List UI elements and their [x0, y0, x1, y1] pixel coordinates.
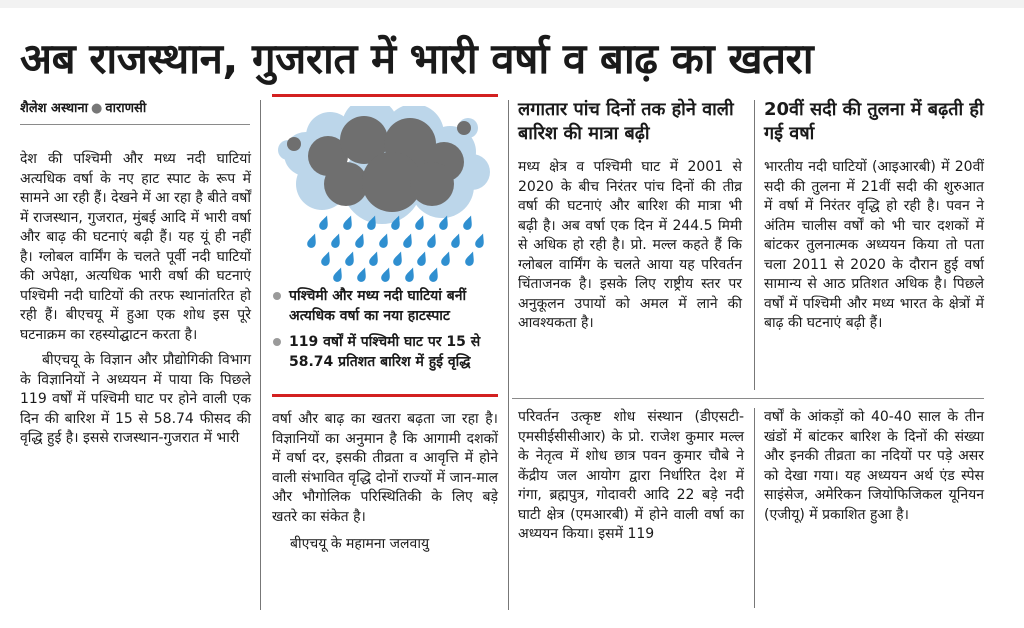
bullet-dot-icon — [273, 338, 281, 346]
raindrop-icon — [320, 250, 333, 267]
raindrop-icon — [332, 266, 345, 283]
headline: अब राजस्थान, गुजरात में भारी वर्षा व बाढ़ का खतरा — [20, 34, 814, 83]
raindrop-icon — [356, 266, 369, 283]
raindrop-icon — [414, 214, 427, 231]
raindrop-icon — [440, 250, 453, 267]
red-rule-top — [272, 94, 498, 97]
raindrop-icon — [344, 250, 357, 267]
section-1-heading: लगातार पांच दिनों तक होने वाली बारिश की मात्रा बढ़ी — [518, 99, 734, 144]
raindrop-icon — [464, 250, 477, 267]
byline — [20, 100, 250, 118]
raindrop-icon — [342, 214, 355, 231]
column-divider-4 — [754, 408, 755, 608]
column-2 — [272, 410, 498, 555]
highlight-text-2: 119 वर्षों में पश्चिमी घाट पर 15 से 58.74 प्रतिशत बारिश में हुई वृद्धि — [289, 334, 481, 370]
top-strip — [0, 0, 1024, 8]
raindrop-icon — [392, 250, 405, 267]
raindrop-icon — [330, 232, 343, 249]
raindrop-icon — [354, 232, 367, 249]
highlight-item — [273, 332, 499, 372]
raindrop-icon — [426, 232, 439, 249]
raindrop-icon — [474, 232, 487, 249]
raindrop-icon — [450, 232, 463, 249]
raindrop-icon — [306, 232, 319, 249]
highlight-item — [273, 286, 499, 326]
column-divider-1 — [260, 100, 261, 610]
raindrop-icon — [368, 250, 381, 267]
raindrop-icon — [380, 266, 393, 283]
raindrop-icon — [416, 250, 429, 267]
rain-cloud-illustration — [272, 106, 497, 284]
column-2-paragraph-2: बीएचयू के महामना जलवायु — [290, 536, 430, 552]
column-divider-3 — [754, 100, 755, 390]
section-bottom-rule — [512, 398, 984, 399]
raindrop-icon — [318, 214, 331, 231]
raindrop-icon — [462, 214, 475, 231]
highlight-text-1: पश्चिमी और मध्य नदी घाटियां बनीं अत्यधिक वर्षा का नया हाटस्पाट — [289, 288, 467, 324]
raindrop-icon — [378, 232, 391, 249]
column-divider-2 — [508, 100, 509, 610]
raindrop-icon — [428, 266, 441, 283]
red-rule-bottom — [272, 394, 498, 397]
column-2-paragraph-1: वर्षा और बाढ़ का खतरा बढ़ता जा रहा है। विज्ञानियों का अनुमान है कि आगामी दशकों में वर्षा दर, इसकी तीव्रता व आवृत्ति में होने वाली संभावित वृद्धि दोनों राज्यों में जान-माल और भौगोलिक परिस्थितिकी के लिए बड़े खतरे का संकेत है। — [272, 411, 498, 525]
byline-author: शैलेश अस्थाना — [20, 101, 89, 116]
byline-place: वाराणसी — [105, 101, 147, 116]
highlights-box — [273, 286, 499, 378]
raindrop-icon — [404, 266, 417, 283]
column-4: वर्षों के आंकड़ों को 40-40 साल के तीन खंडों में बांटकर बारिश के दिनों की संख्या और इनकी तीव्रता का नदियों पर पड़े असर को देखा गया। यह अध्ययन अर्थ एंड स्पेस साइंसेज, अमेरिकन जियोफिजिकल यूनियन (एजीयू) में प्रकाशित हुआ है। — [764, 409, 984, 523]
column-1-paragraph-2: बीएचयू के विज्ञान और प्रौद्योगिकी विभाग के विज्ञानियों ने अध्ययन में पाया कि पिछले 119 वर्षों में पश्चिमी घाट पर होने वाली एक दिन की बारिश में 15 से 58.74 फीसद की वृद्धि हुई है। इससे राजस्थान-गुजरात में भारी — [20, 352, 251, 446]
column-1 — [20, 150, 251, 449]
byline-rule — [20, 124, 250, 125]
bullet-dot-icon — [273, 292, 281, 300]
rain-cloud-icon — [272, 106, 497, 284]
column-3: परिवर्तन उत्कृष्ट शोध संस्थान (डीएसटी-एमसीईसीसीआर) के प्रो. राजेश कुमार मल्ल के नेतृत्व में शोध छात्र पवन कुमार चौबे ने केंद्रीय जल आयोग द्वारा निर्धारित देश में गंगा, ब्रह्मपुत्र, गोदावरी आदि 22 बड़े नदी घाटी क्षेत्र (एमआरबी) में होने वाली वर्षा का अध्ययन किया। इसमें 119 — [518, 409, 744, 542]
column-1-paragraph-1: देश की पश्चिमी और मध्य नदी घाटियां अत्यधिक वर्षा के नए हाट स्पाट के रूप में सामने आ रही हैं। देखने में आ रहा है बीते वर्षों में राजस्थान, गुजरात, मुंबई आदि में भारी वर्षा और बाढ़ की घटनाएं बढ़ी हैं। यह यूं ही नहीं है। ग्लोबल वार्मिंग के चलते पूर्वी नदी घाटियों की अपेक्षा, अत्यधिक भारी वर्षा की घटनाएं पश्चिमी नदी घाटियों की तरफ स्थानांतरित हो रही हैं। बीएचयू में हुआ एक शोध इस पूरे घटनाक्रम का रहस्योद्घाटन करता है। — [20, 151, 251, 343]
section-2-body: भारतीय नदी घाटियों (आइआरबी) में 20वीं सदी की तुलना में 21वीं सदी की शुरुआत में वर्षा में निरंतर वृद्धि हो रही है। पवन ने अंतिम चालीस वर्षों को भी चार दशकों में बांटकर तुलनात्मक अध्ययन किया तो पता चला 2011 से 2020 के दौरान हुई वर्षा सामान्य से आठ प्रतिशत अधिक है। पिछले वर्षों में पश्चिमी और मध्य भारत के क्षेत्रों में बाढ़ की घटनाएं बढ़ी हैं। — [764, 159, 984, 331]
section-2-heading: 20वीं सदी की तुलना में बढ़ती ही गई वर्षा — [764, 99, 984, 144]
section-1-body: मध्य क्षेत्र व पश्चिमी घाट में 2001 से 2020 के बीच निरंतर पांच दिनों की तीव्र वर्षा की घटनाएं और बारिश की मात्रा भी बढ़ी है। अब वर्षा एक दिन में 244.5 मिमी से अधिक हो रही है। प्रो. मल्ल कहते हैं कि ग्लोबल वार्मिंग के चलते आया यह परिवर्तन चिंताजनक है। इसके लिए राष्ट्रीय स्तर पर अनुकूलन उपायों को अमल में लाने की आवश्यकता है। — [518, 159, 742, 331]
byline-separator: ● — [91, 101, 103, 116]
raindrop-icon — [402, 232, 415, 249]
